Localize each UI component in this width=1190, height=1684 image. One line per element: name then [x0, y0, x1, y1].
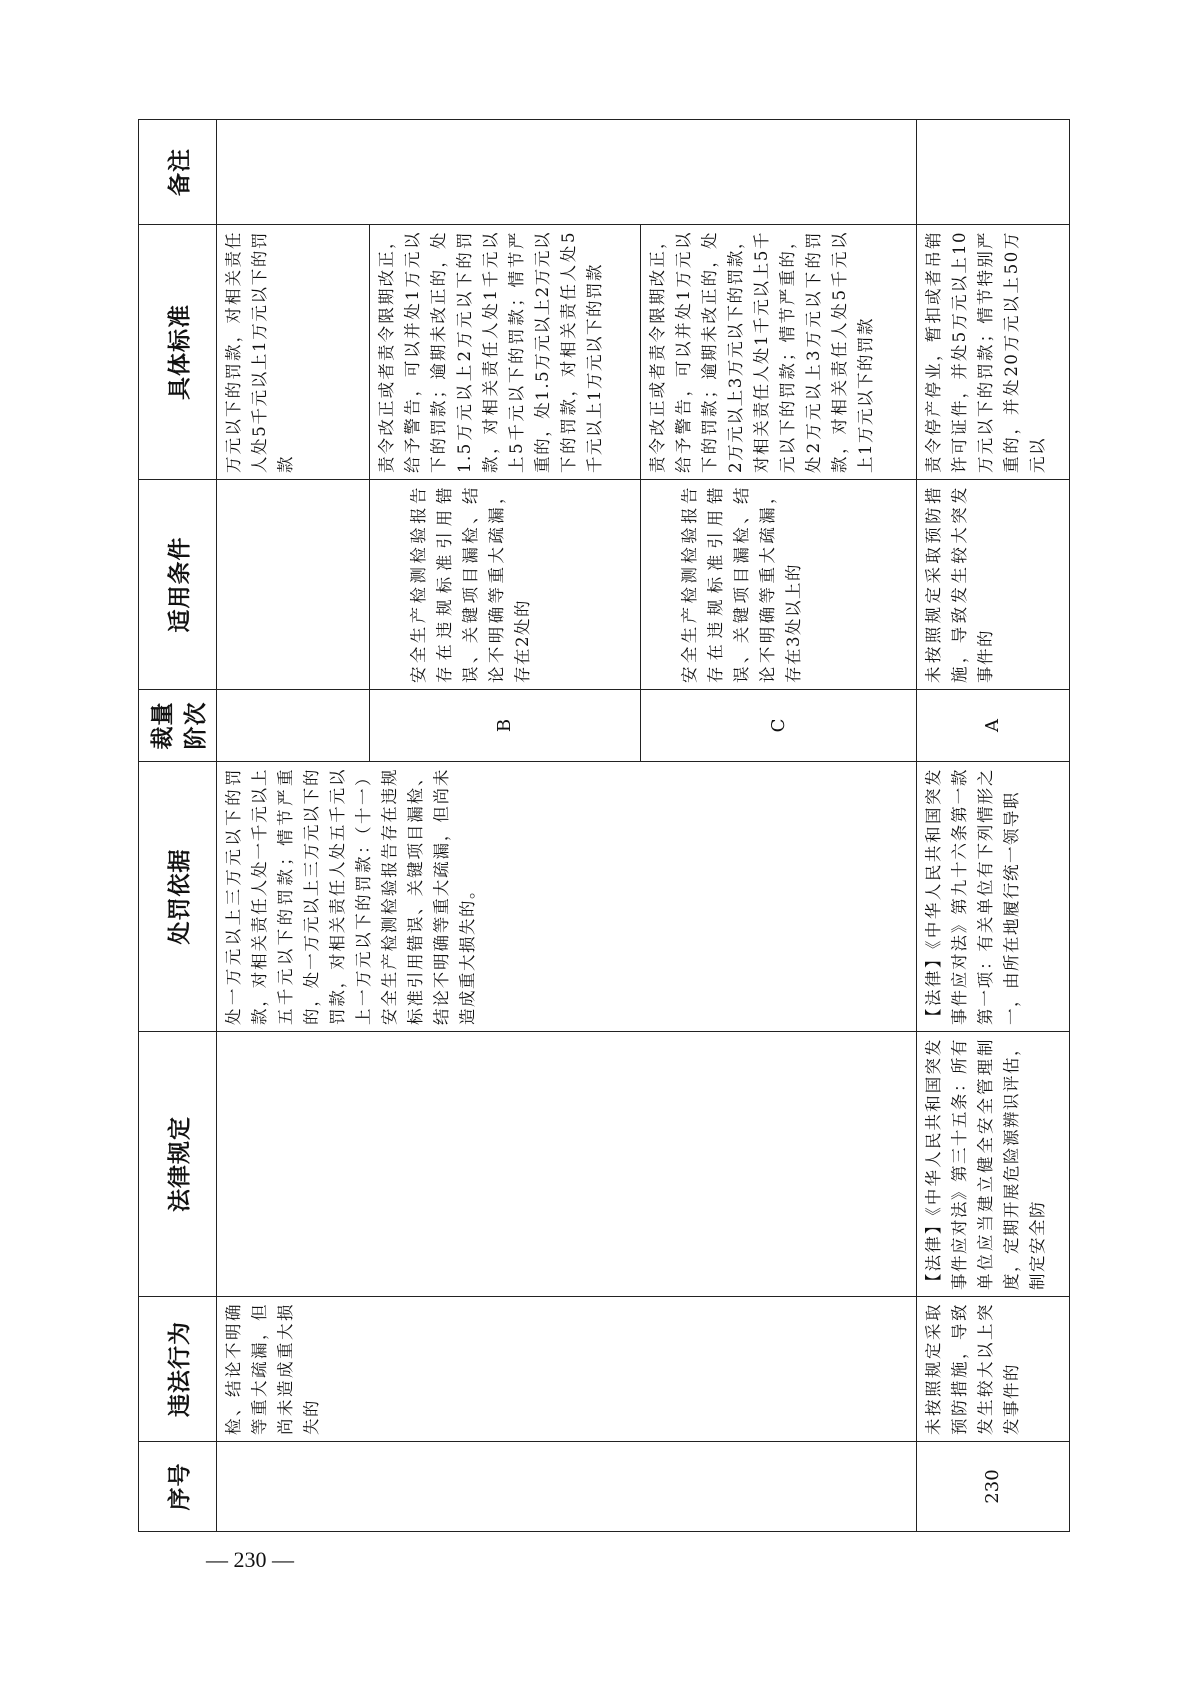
cell-law: 【法律】《中华人民共和国突发事件应对法》第三十五条：所有单位应当建立健全安全管理制度，定期开展危险源辨识评估，制定安全防 [916, 1032, 1069, 1297]
header-basis: 处罚依据 [139, 762, 217, 1032]
cell-law [216, 1032, 916, 1297]
page-number: — 230 — [206, 1547, 294, 1572]
cell-condition: 安全生产检测检验报告存在违规标准引用错误、关键项目漏检、结论不明确等重大疏漏，存在3处以上的 [640, 480, 916, 690]
rotated-table-wrapper [138, 120, 1070, 1532]
cell-note [916, 120, 1069, 225]
header-condition: 适用条件 [139, 480, 217, 690]
cell-condition: 安全生产检测检验报告存在违规标准引用错误、关键项目漏检、结论不明确等重大疏漏，存在2处的 [369, 480, 640, 690]
cell-condition: 未按照规定采取预防措施，导致发生较大突发事件的 [916, 480, 1069, 690]
cell-level [216, 690, 369, 762]
cell-basis: 处一万元以上三万元以下的罚款，对相关责任人处一千元以上五千元以下的罚款；情节严重的，处一万元以上三万元以下的罚款，对相关责任人处五千元以上一万元以下的罚款：（十一）安全生产检测检验报告存在违规标准引用错误、关键项目漏检、结论不明确等重大疏漏，但尚未造成重大损失的。 [216, 762, 916, 1032]
cell-standard: 责令停产停业，暂扣或者吊销许可证件，并处5万元以上10万元以下的罚款；情节特别严重的，并处20万元以上50万元以 [916, 225, 1069, 480]
cell-level: A [916, 690, 1069, 762]
table-row [216, 120, 369, 1532]
header-behavior: 违法行为 [139, 1297, 217, 1442]
header-level: 裁量阶次 [139, 690, 217, 762]
cell-level: B [369, 690, 640, 762]
cell-level: C [640, 690, 916, 762]
cell-standard: 万元以下的罚款，对相关责任人处5千元以上1万元以下的罚款 [216, 225, 369, 480]
cell-seq [216, 1442, 916, 1532]
cell-standard: 责令改正或者责令限期改正，给予警告，可以并处1万元以下的罚款；逾期未改正的，处2万元以上3万元以下的罚款，对相关责任人处1千元以上5千元以下的罚款；情节严重的，处2万元以上3万元以下的罚款，对相关责任人处5千元以上1万元以下的罚款 [640, 225, 916, 480]
cell-standard: 责令改正或者责令限期改正，给予警告，可以并处1万元以下的罚款；逾期未改正的，处1.5万元以上2万元以下的罚款，对相关责任人处1千元以上5千元以下的罚款；情节严重的，处1.5万元以上2万元以下的罚款，对相关责任人处5千元以上1万元以下的罚款 [369, 225, 640, 480]
header-seq: 序号 [139, 1442, 217, 1532]
cell-note [216, 120, 916, 225]
penalty-table [138, 119, 1070, 1532]
cell-behavior: 未按照规定采取预防措施，导致发生较大以上突发事件的 [916, 1297, 1069, 1442]
cell-behavior: 检、结论不明确等重大疏漏，但尚未造成重大损失的 [216, 1297, 916, 1442]
header-standard: 具体标准 [139, 225, 217, 480]
table-row [916, 120, 1069, 1532]
header-note: 备注 [139, 120, 217, 225]
cell-seq: 230 [916, 1442, 1069, 1532]
cell-basis: 【法律】《中华人民共和国突发事件应对法》第九十六条第一款第一项：有关单位有下列情形之一，由所在地履行统一领导职 [916, 762, 1069, 1032]
table-header-row [139, 120, 217, 1532]
header-law: 法律规定 [139, 1032, 217, 1297]
cell-condition [216, 480, 369, 690]
